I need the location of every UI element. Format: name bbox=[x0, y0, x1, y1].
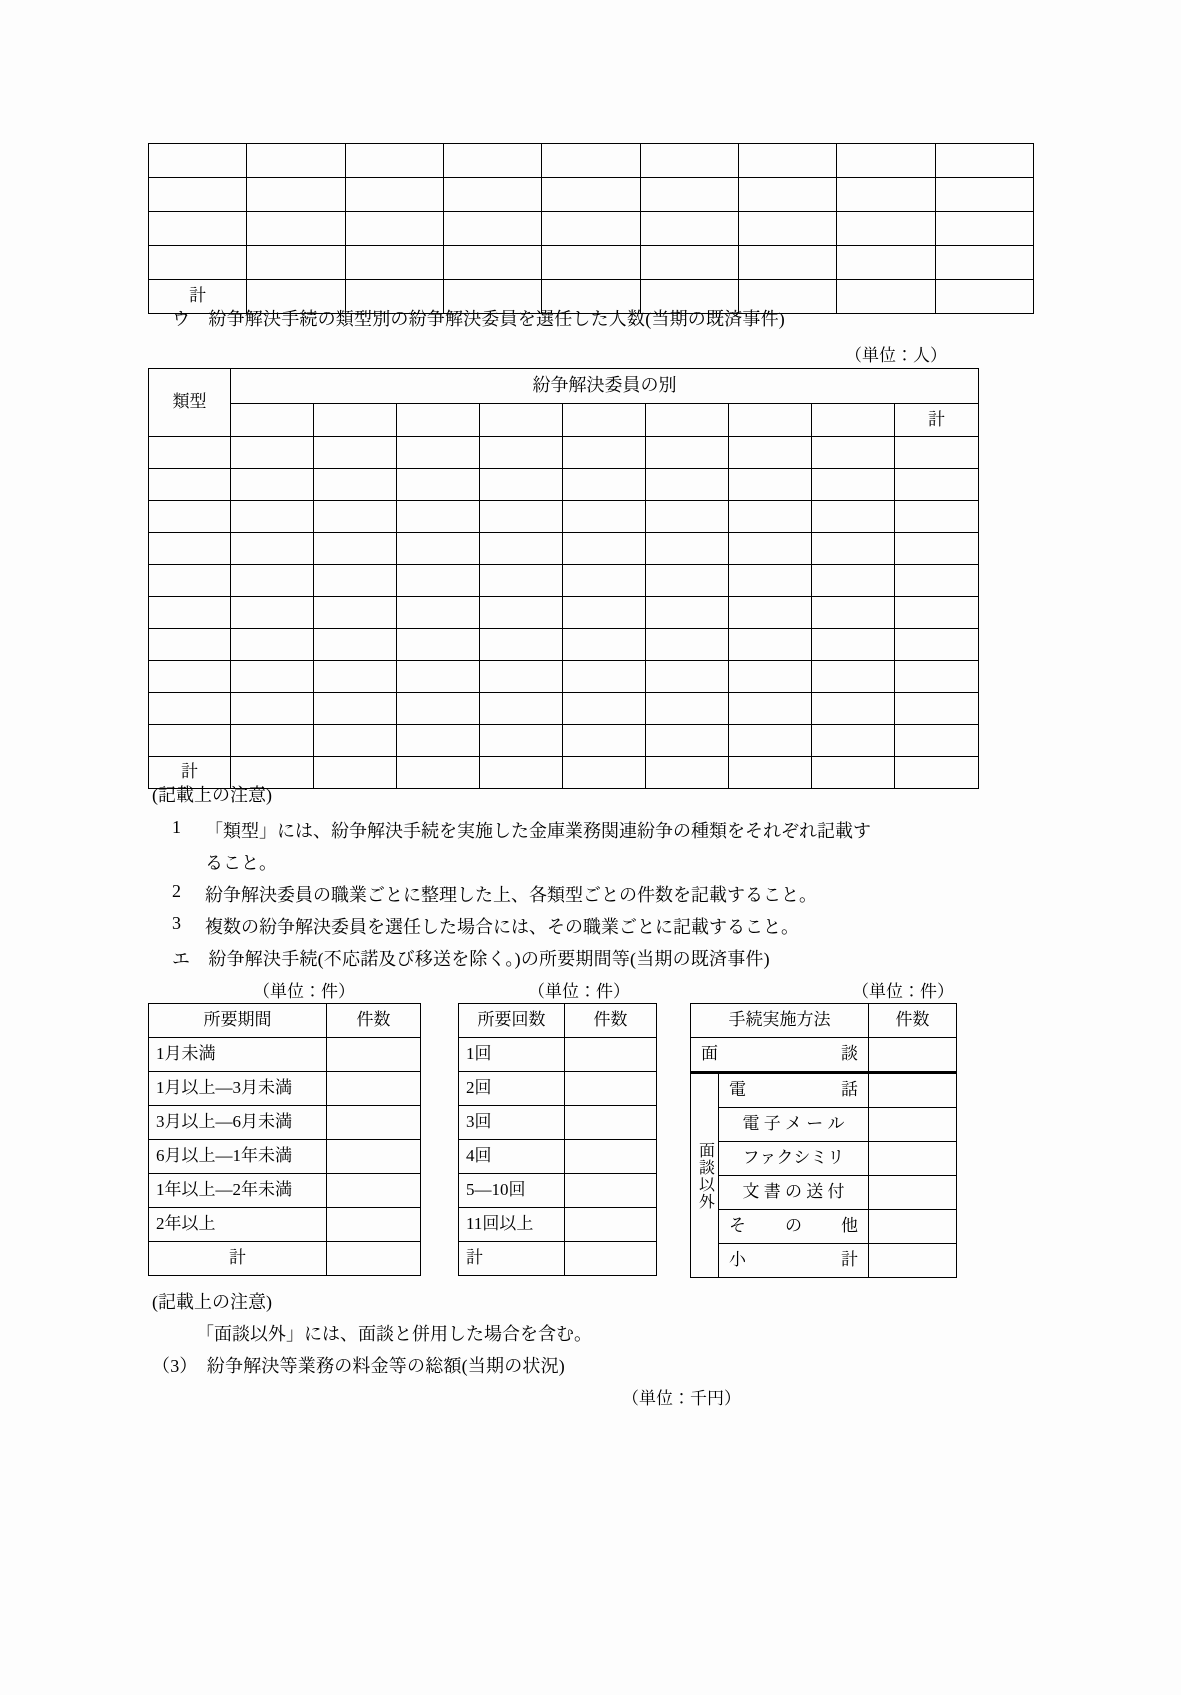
cell[interactable] bbox=[149, 144, 247, 178]
total-label: 計 bbox=[149, 757, 231, 789]
cell[interactable] bbox=[729, 533, 812, 565]
member-col[interactable] bbox=[231, 404, 314, 437]
cell[interactable] bbox=[563, 597, 646, 629]
table-row bbox=[149, 469, 979, 501]
table-row bbox=[149, 565, 979, 597]
cell[interactable] bbox=[314, 437, 397, 469]
cell[interactable] bbox=[149, 501, 231, 533]
cell[interactable] bbox=[247, 144, 345, 178]
cell[interactable] bbox=[231, 533, 314, 565]
cell[interactable] bbox=[247, 178, 345, 212]
note-u-1-cont: ること。 bbox=[205, 853, 277, 873]
cell[interactable] bbox=[397, 533, 480, 565]
note-u-3-num: 3 bbox=[172, 913, 181, 933]
subtotal-label bbox=[719, 1244, 869, 1278]
cell[interactable] bbox=[729, 565, 812, 597]
table-subheader-row bbox=[149, 404, 979, 437]
phone-label-char-2: 話 bbox=[841, 1080, 858, 1100]
method-table bbox=[690, 1003, 957, 1278]
cell[interactable] bbox=[397, 501, 480, 533]
table-row bbox=[459, 1140, 657, 1174]
count-cell[interactable] bbox=[869, 1038, 957, 1073]
method-col-header: 手続実施方法 bbox=[691, 1004, 869, 1038]
cell[interactable] bbox=[646, 597, 729, 629]
group-header-members: 紛争解決委員の別 bbox=[231, 369, 979, 404]
count-cell[interactable] bbox=[565, 1242, 657, 1276]
cell[interactable] bbox=[935, 280, 1033, 314]
continued-table bbox=[148, 143, 1034, 314]
cell[interactable] bbox=[231, 501, 314, 533]
count-cell[interactable] bbox=[327, 1072, 421, 1106]
cell[interactable] bbox=[646, 661, 729, 693]
cell[interactable] bbox=[640, 144, 738, 178]
table-row bbox=[149, 1038, 421, 1072]
note-u-1-text: 「類型」には、紛争解決手続を実施した金庫業務関連紛争の種類をそれぞれ記載す bbox=[205, 821, 871, 841]
cell[interactable] bbox=[443, 212, 541, 246]
table-total-row bbox=[149, 1242, 421, 1276]
cell[interactable] bbox=[895, 629, 979, 661]
sessions-table-body bbox=[459, 1004, 657, 1276]
cell[interactable] bbox=[895, 597, 979, 629]
total-label: 計 bbox=[459, 1242, 565, 1276]
count-cell[interactable] bbox=[565, 1140, 657, 1174]
cell[interactable] bbox=[812, 469, 895, 501]
sessions-col-header: 所要回数 bbox=[459, 1004, 565, 1038]
cell[interactable] bbox=[443, 178, 541, 212]
method-other-row bbox=[691, 1210, 957, 1244]
cell[interactable] bbox=[646, 565, 729, 597]
table-header-row bbox=[149, 369, 979, 404]
cell[interactable] bbox=[729, 597, 812, 629]
cell[interactable] bbox=[443, 246, 541, 280]
duration-row-label: 1年以上―2年未満 bbox=[149, 1174, 327, 1208]
cell[interactable] bbox=[231, 661, 314, 693]
count-cell[interactable] bbox=[869, 1244, 957, 1278]
count-cell[interactable] bbox=[327, 1140, 421, 1174]
method-other-row bbox=[691, 1108, 957, 1142]
cell[interactable] bbox=[729, 693, 812, 725]
table-row bbox=[149, 501, 979, 533]
cell[interactable] bbox=[812, 629, 895, 661]
cell[interactable] bbox=[397, 725, 480, 757]
cell[interactable] bbox=[397, 757, 480, 789]
sessions-row-label: 11回以上 bbox=[459, 1208, 565, 1242]
table-row bbox=[149, 1106, 421, 1140]
cell[interactable] bbox=[640, 178, 738, 212]
cell[interactable] bbox=[935, 144, 1033, 178]
cell[interactable] bbox=[231, 725, 314, 757]
cell[interactable] bbox=[149, 565, 231, 597]
cell[interactable] bbox=[480, 757, 563, 789]
phone-label-char-1: 電 bbox=[729, 1080, 746, 1100]
note-u-2-text: 紛争解決委員の職業ごとに整理した上、各類型ごとの件数を記載すること。 bbox=[205, 885, 817, 905]
cell[interactable] bbox=[837, 178, 935, 212]
cell[interactable] bbox=[149, 597, 231, 629]
cell[interactable] bbox=[895, 469, 979, 501]
cell[interactable] bbox=[812, 725, 895, 757]
cell[interactable] bbox=[314, 469, 397, 501]
sessions-row-label: 2回 bbox=[459, 1072, 565, 1106]
count-cell[interactable] bbox=[869, 1210, 957, 1244]
method-row-label bbox=[719, 1210, 869, 1244]
table-row bbox=[459, 1106, 657, 1140]
member-type-table-body bbox=[149, 369, 979, 789]
cell[interactable] bbox=[149, 469, 231, 501]
cell[interactable] bbox=[247, 212, 345, 246]
cell[interactable] bbox=[646, 533, 729, 565]
cell[interactable] bbox=[247, 246, 345, 280]
cell[interactable] bbox=[345, 178, 443, 212]
sessions-row-label: 1回 bbox=[459, 1038, 565, 1072]
table-row bbox=[459, 1072, 657, 1106]
sessions-row-label: 4回 bbox=[459, 1140, 565, 1174]
unit-method: （単位：件） bbox=[852, 982, 954, 1001]
duration-row-label: 1月未満 bbox=[149, 1038, 327, 1072]
duration-row-label: 6月以上―1年未満 bbox=[149, 1140, 327, 1174]
subtotal-label-char-1: 小 bbox=[729, 1250, 746, 1270]
method-row-label: 電 子 メ ー ル bbox=[719, 1108, 869, 1142]
note-u-2-num: 2 bbox=[172, 881, 181, 901]
method-interview-row bbox=[691, 1038, 957, 1073]
note-u-1-num: 1 bbox=[172, 817, 181, 837]
count-cell[interactable] bbox=[565, 1038, 657, 1072]
section-3-unit: （単位：千円） bbox=[622, 1389, 741, 1408]
method-row-label: 文 書 の 送 付 bbox=[719, 1176, 869, 1210]
cell[interactable] bbox=[149, 212, 247, 246]
table-row bbox=[149, 212, 1034, 246]
cell[interactable] bbox=[563, 533, 646, 565]
cell[interactable] bbox=[231, 693, 314, 725]
count-cell[interactable] bbox=[869, 1073, 957, 1108]
cell[interactable] bbox=[149, 178, 247, 212]
method-other-row bbox=[691, 1073, 957, 1108]
other-label-char-2: の bbox=[785, 1216, 802, 1236]
table-row bbox=[149, 246, 1034, 280]
cell[interactable] bbox=[231, 437, 314, 469]
cell[interactable] bbox=[729, 757, 812, 789]
cell[interactable] bbox=[480, 597, 563, 629]
cell[interactable] bbox=[314, 757, 397, 789]
member-col[interactable] bbox=[397, 404, 480, 437]
duration-row-label: 2年以上 bbox=[149, 1208, 327, 1242]
other-group-label-text: 面談以外 bbox=[696, 1141, 714, 1210]
cell[interactable] bbox=[314, 693, 397, 725]
cell[interactable] bbox=[314, 533, 397, 565]
member-col[interactable] bbox=[812, 404, 895, 437]
cell[interactable] bbox=[729, 725, 812, 757]
cell[interactable] bbox=[738, 246, 836, 280]
cell[interactable] bbox=[563, 629, 646, 661]
interview-label-char-1: 面 bbox=[701, 1044, 718, 1064]
cell[interactable] bbox=[480, 725, 563, 757]
cell[interactable] bbox=[149, 693, 231, 725]
duration-row-label: 3月以上―6月未満 bbox=[149, 1106, 327, 1140]
cell[interactable] bbox=[397, 437, 480, 469]
duration-table-body bbox=[149, 1004, 421, 1276]
cell[interactable] bbox=[895, 565, 979, 597]
cell[interactable] bbox=[314, 565, 397, 597]
method-row-label bbox=[719, 1073, 869, 1108]
cell[interactable] bbox=[729, 469, 812, 501]
cell[interactable] bbox=[563, 501, 646, 533]
section-e-heading: エ 紛争解決手続(不応諾及び移送を除く。)の所要期間等(当期の既済事件) bbox=[172, 949, 770, 969]
cell[interactable] bbox=[895, 501, 979, 533]
cell[interactable] bbox=[729, 501, 812, 533]
cell[interactable] bbox=[812, 501, 895, 533]
cell[interactable] bbox=[231, 597, 314, 629]
cell[interactable] bbox=[480, 661, 563, 693]
table-row bbox=[149, 693, 979, 725]
sessions-table bbox=[458, 1003, 657, 1276]
table-row bbox=[459, 1038, 657, 1072]
cell[interactable] bbox=[149, 246, 247, 280]
notes-u-title: (記載上の注意) bbox=[152, 785, 272, 805]
cell[interactable] bbox=[231, 565, 314, 597]
cell[interactable] bbox=[563, 725, 646, 757]
member-col[interactable] bbox=[563, 404, 646, 437]
method-other-row bbox=[691, 1142, 957, 1176]
method-row-label: ファクシミリ bbox=[719, 1142, 869, 1176]
cell[interactable] bbox=[314, 661, 397, 693]
cell[interactable] bbox=[738, 144, 836, 178]
cell[interactable] bbox=[646, 469, 729, 501]
cell[interactable] bbox=[149, 661, 231, 693]
table-row bbox=[149, 144, 1034, 178]
section-3-heading: （3） 紛争解決等業務の料金等の総額(当期の状況) bbox=[152, 1356, 565, 1376]
unit-sessions: （単位：件） bbox=[528, 982, 630, 1001]
table-header-row bbox=[459, 1004, 657, 1038]
cell[interactable] bbox=[480, 437, 563, 469]
cell[interactable] bbox=[480, 565, 563, 597]
cell[interactable] bbox=[812, 757, 895, 789]
cell[interactable] bbox=[640, 212, 738, 246]
cell[interactable] bbox=[895, 725, 979, 757]
cell[interactable] bbox=[812, 533, 895, 565]
count-col-header: 件数 bbox=[327, 1004, 421, 1038]
cell[interactable] bbox=[542, 178, 640, 212]
unit-duration: （単位：件） bbox=[253, 982, 355, 1001]
cell[interactable] bbox=[646, 629, 729, 661]
section-u-heading: ウ 紛争解決手続の類型別の紛争解決委員を選任した人数(当期の既済事件) bbox=[172, 309, 785, 329]
interview-label-char-2: 談 bbox=[841, 1044, 858, 1064]
cell[interactable] bbox=[895, 661, 979, 693]
method-table-body bbox=[691, 1004, 957, 1278]
count-cell[interactable] bbox=[565, 1072, 657, 1106]
note-u-3-text: 複数の紛争解決委員を選任した場合には、その職業ごとに記載すること。 bbox=[205, 917, 799, 937]
table-row bbox=[149, 533, 979, 565]
cell[interactable] bbox=[563, 437, 646, 469]
member-col[interactable] bbox=[480, 404, 563, 437]
cell[interactable] bbox=[149, 437, 231, 469]
cell[interactable] bbox=[397, 597, 480, 629]
count-cell[interactable] bbox=[327, 1242, 421, 1276]
table-total-row bbox=[459, 1242, 657, 1276]
cell[interactable] bbox=[314, 629, 397, 661]
method-subtotal-row bbox=[691, 1244, 957, 1278]
other-label-char-3: 他 bbox=[841, 1216, 858, 1236]
count-cell[interactable] bbox=[869, 1108, 957, 1142]
cell[interactable] bbox=[149, 725, 231, 757]
cell[interactable] bbox=[935, 178, 1033, 212]
cell[interactable] bbox=[837, 246, 935, 280]
duration-table bbox=[148, 1003, 421, 1276]
table-row bbox=[149, 178, 1034, 212]
table-row bbox=[149, 1174, 421, 1208]
count-cell[interactable] bbox=[565, 1174, 657, 1208]
cell[interactable] bbox=[443, 144, 541, 178]
cell[interactable] bbox=[563, 693, 646, 725]
table-row bbox=[149, 1072, 421, 1106]
cell[interactable] bbox=[480, 469, 563, 501]
table-total-row bbox=[149, 757, 979, 789]
cell[interactable] bbox=[231, 469, 314, 501]
cell[interactable] bbox=[397, 565, 480, 597]
total-label: 計 bbox=[149, 1242, 327, 1276]
table-row bbox=[149, 1140, 421, 1174]
cell[interactable] bbox=[563, 757, 646, 789]
row-header-type: 類型 bbox=[149, 369, 231, 437]
continued-table-body bbox=[149, 144, 1034, 314]
cell[interactable] bbox=[646, 693, 729, 725]
cell[interactable] bbox=[895, 533, 979, 565]
other-group-label bbox=[691, 1073, 719, 1278]
cell[interactable] bbox=[314, 501, 397, 533]
member-col[interactable] bbox=[646, 404, 729, 437]
table-row bbox=[149, 725, 979, 757]
section-u-unit: （単位：人） bbox=[845, 346, 947, 365]
table-row bbox=[149, 629, 979, 661]
cell[interactable] bbox=[480, 693, 563, 725]
table-header-row bbox=[149, 1004, 421, 1038]
cell[interactable] bbox=[812, 597, 895, 629]
count-cell[interactable] bbox=[869, 1176, 957, 1210]
cell[interactable] bbox=[563, 565, 646, 597]
cell[interactable] bbox=[563, 661, 646, 693]
cell[interactable] bbox=[738, 178, 836, 212]
sessions-row-label: 3回 bbox=[459, 1106, 565, 1140]
cell[interactable] bbox=[345, 144, 443, 178]
count-cell[interactable] bbox=[327, 1208, 421, 1242]
table-row bbox=[149, 437, 979, 469]
cell[interactable] bbox=[314, 597, 397, 629]
cell[interactable] bbox=[397, 661, 480, 693]
cell[interactable] bbox=[837, 144, 935, 178]
count-cell[interactable] bbox=[869, 1142, 957, 1176]
cell[interactable] bbox=[646, 725, 729, 757]
cell[interactable] bbox=[480, 629, 563, 661]
cell[interactable] bbox=[480, 501, 563, 533]
cell[interactable] bbox=[149, 533, 231, 565]
cell[interactable] bbox=[837, 280, 935, 314]
count-cell[interactable] bbox=[327, 1174, 421, 1208]
cell[interactable] bbox=[397, 693, 480, 725]
cell[interactable] bbox=[231, 629, 314, 661]
cell[interactable] bbox=[729, 629, 812, 661]
cell[interactable] bbox=[542, 246, 640, 280]
total-label: 計 bbox=[149, 280, 247, 314]
notes-e-title: (記載上の注意) bbox=[152, 1292, 272, 1312]
cell[interactable] bbox=[812, 437, 895, 469]
cell[interactable] bbox=[480, 533, 563, 565]
cell[interactable] bbox=[314, 725, 397, 757]
cell[interactable] bbox=[738, 212, 836, 246]
notes-e-text: 「面談以外」には、面談と併用した場合を含む。 bbox=[196, 1324, 592, 1344]
count-col-header: 件数 bbox=[869, 1004, 957, 1038]
other-label-char-1: そ bbox=[729, 1216, 746, 1236]
duration-col-header: 所要期間 bbox=[149, 1004, 327, 1038]
cell[interactable] bbox=[729, 437, 812, 469]
count-col-header: 件数 bbox=[565, 1004, 657, 1038]
member-col[interactable] bbox=[729, 404, 812, 437]
member-col[interactable] bbox=[314, 404, 397, 437]
cell[interactable] bbox=[729, 661, 812, 693]
cell[interactable] bbox=[812, 565, 895, 597]
table-row bbox=[149, 1208, 421, 1242]
interview-label bbox=[691, 1038, 869, 1073]
table-row bbox=[459, 1174, 657, 1208]
duration-row-label: 1月以上―3月未満 bbox=[149, 1072, 327, 1106]
cell[interactable] bbox=[895, 757, 979, 789]
cell[interactable] bbox=[895, 693, 979, 725]
cell[interactable] bbox=[345, 212, 443, 246]
cell[interactable] bbox=[812, 693, 895, 725]
cell[interactable] bbox=[812, 661, 895, 693]
member-type-table bbox=[148, 368, 979, 789]
cell[interactable] bbox=[935, 246, 1033, 280]
cell[interactable] bbox=[149, 629, 231, 661]
cell[interactable] bbox=[563, 469, 646, 501]
count-cell[interactable] bbox=[565, 1208, 657, 1242]
table-header-row bbox=[691, 1004, 957, 1038]
cell[interactable] bbox=[895, 437, 979, 469]
method-other-row bbox=[691, 1176, 957, 1210]
cell[interactable] bbox=[646, 757, 729, 789]
cell[interactable] bbox=[837, 212, 935, 246]
subtotal-label-char-2: 計 bbox=[841, 1250, 858, 1270]
cell[interactable] bbox=[397, 469, 480, 501]
sessions-row-label: 5―10回 bbox=[459, 1174, 565, 1208]
count-cell[interactable] bbox=[565, 1106, 657, 1140]
cell[interactable] bbox=[640, 246, 738, 280]
total-col-header: 計 bbox=[895, 404, 979, 437]
cell[interactable] bbox=[646, 437, 729, 469]
table-row bbox=[149, 661, 979, 693]
count-cell[interactable] bbox=[327, 1038, 421, 1072]
count-cell[interactable] bbox=[327, 1106, 421, 1140]
cell[interactable] bbox=[542, 144, 640, 178]
cell[interactable] bbox=[397, 629, 480, 661]
table-row bbox=[149, 597, 979, 629]
cell[interactable] bbox=[935, 212, 1033, 246]
cell[interactable] bbox=[646, 501, 729, 533]
cell[interactable] bbox=[345, 246, 443, 280]
cell[interactable] bbox=[542, 212, 640, 246]
table-row bbox=[459, 1208, 657, 1242]
